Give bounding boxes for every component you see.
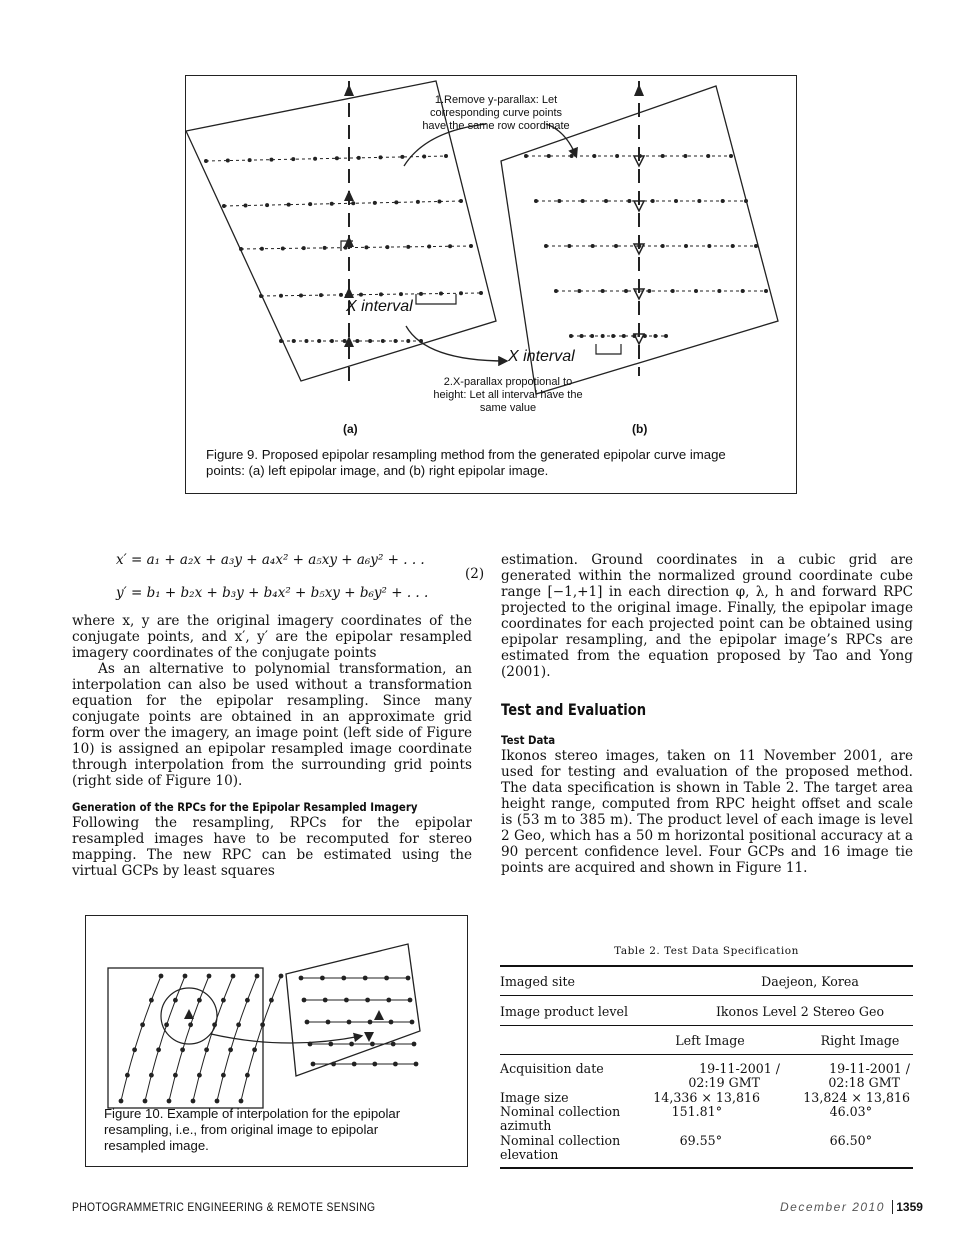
curve-point — [721, 199, 725, 203]
figure-9 — [185, 75, 797, 494]
grid-point — [279, 974, 284, 979]
curve-point — [444, 154, 448, 158]
curve-point — [308, 202, 312, 206]
annotation-line: same value — [479, 402, 537, 414]
triangle-marker — [344, 287, 354, 298]
curve-point — [226, 159, 230, 163]
curve-point — [406, 339, 410, 343]
curve-point — [697, 199, 701, 203]
grid-point — [167, 1099, 172, 1104]
curve-point — [239, 247, 243, 251]
curve-point — [379, 292, 383, 296]
table-rule — [500, 1054, 913, 1055]
curve-point — [339, 293, 343, 297]
grid-point — [368, 1020, 373, 1025]
curve-point — [744, 199, 748, 203]
grid-point — [228, 1047, 233, 1052]
figure-9-caption — [206, 447, 786, 479]
grid-point — [370, 1042, 375, 1047]
curve-point — [419, 292, 423, 296]
table-cell: 19-11-2001 / — [699, 1061, 780, 1076]
grid-point — [311, 1062, 316, 1067]
grid-point — [245, 998, 250, 1003]
curve-point — [222, 204, 226, 208]
grid-point — [140, 1022, 145, 1027]
curve-point — [385, 245, 389, 249]
curve-point — [569, 334, 573, 338]
curve-point — [591, 244, 595, 248]
curve-point — [351, 201, 355, 205]
grid-point — [245, 1073, 250, 1078]
curve-point — [359, 293, 363, 297]
curve-point — [534, 199, 538, 203]
x-interval-label-a: X interval — [346, 298, 413, 315]
grid-point — [149, 1073, 154, 1078]
curve-point — [279, 294, 283, 298]
curve-point — [661, 154, 665, 158]
grid-point — [320, 976, 325, 981]
panel-b-axis-arrow — [634, 84, 644, 96]
grid-point — [269, 998, 274, 1003]
triangle-marker — [364, 1032, 374, 1042]
curve-point — [469, 244, 473, 248]
curve-point — [368, 339, 372, 343]
subheading-test-data: Test Data — [501, 733, 556, 747]
column-header-left: Left Image — [675, 1033, 745, 1048]
grid-point — [255, 974, 260, 979]
curve-point — [281, 246, 285, 250]
curve-point — [567, 244, 571, 248]
grid-point — [384, 976, 389, 981]
equation-line-2: y′ = b₁ + b₂x + b₃y + b₄x² + b₅xy + b₆y² + . . . — [116, 585, 429, 601]
figure-10-caption — [104, 1106, 454, 1154]
table-caption: Table 2. Test Data Specification — [614, 945, 799, 957]
table-row-label: elevation — [500, 1147, 559, 1162]
annotation-line: have the same row coordinate — [422, 120, 570, 132]
curve-point — [343, 339, 347, 343]
curve-point — [557, 199, 561, 203]
table-row-label: Image size — [500, 1090, 569, 1105]
grid-point — [305, 1020, 310, 1025]
grid-point — [204, 1047, 209, 1052]
curve-point — [627, 199, 631, 203]
curve-point — [291, 157, 295, 161]
paragraph: Ikonos stereo images, taken on 11 November 2001, are used for testing and evaluation of the proposed method. The data specification is shown in Table 2. The target area height range, computed from RPC height offset and scale is (53 m to 385 m). The product level of each image is level 2 Geo, which has a 50 m horizontal positional accuracy at a 90 percent confidence level. Four GCPs and 16 image tie points are acquired and shown in Figure 11. — [501, 748, 913, 876]
grid-point — [363, 976, 368, 981]
grid-point — [331, 1062, 336, 1067]
interval-bracket-b — [596, 344, 621, 354]
grid-point — [412, 1042, 417, 1047]
original-grid-curves — [119, 974, 284, 1104]
page-number: 1359 — [892, 1200, 923, 1214]
annotation-line: 1.Remove y-parallax: Let — [434, 94, 558, 106]
curve-point — [313, 157, 317, 161]
grid-point — [183, 974, 188, 979]
figure-9-diagram — [186, 76, 798, 495]
grid-point — [328, 1042, 333, 1047]
curve-point — [694, 289, 698, 293]
curve-point — [381, 339, 385, 343]
grid-point — [132, 1047, 137, 1052]
paragraph: estimation. Ground coordinates in a cubic grid are generated within the normalized ground coordinate cube range [−1,+1] in each direction φ, λ, h and forward RPC projected to the original image. Finally, the epipolar image coordinates for each projected point can be obtained using epipolar resampling, and the epipolar image’s RPCs are estimated from the equation proposed by Tao and Yong (2001). — [501, 552, 913, 680]
paragraph: where x, y are the original imagery coordinates of the conjugate points, and x′, y′ are the epipolar resampled imagery coordinates of the conjugate points — [72, 613, 472, 661]
curve-point — [674, 199, 678, 203]
curve-point — [684, 244, 688, 248]
curve-point — [547, 154, 551, 158]
grid-point — [372, 1062, 377, 1067]
curve-point — [590, 334, 594, 338]
grid-point — [386, 998, 391, 1003]
table-row-value: Ikonos Level 2 Stereo Geo — [715, 1004, 885, 1019]
curve-point — [244, 204, 248, 208]
annotation-line: 2.X-parallax propotional to — [443, 376, 573, 388]
grid-point — [197, 998, 202, 1003]
curve-point — [622, 334, 626, 338]
curve-point — [279, 339, 283, 343]
curve-point — [317, 339, 321, 343]
table-cell: 151.81° — [671, 1104, 722, 1119]
grid-point — [349, 1042, 354, 1047]
table-row-label: Acquisition date — [500, 1061, 604, 1076]
grid-point — [410, 1020, 415, 1025]
curve-point — [653, 334, 657, 338]
section-heading: Test and Evaluation — [501, 700, 647, 719]
x-interval-label-b: X interval — [508, 348, 575, 365]
table-cell: 69.55° — [679, 1133, 722, 1148]
curve-point — [406, 245, 410, 249]
curve-point — [373, 201, 377, 205]
grid-point — [164, 1022, 169, 1027]
panel-a-epipolar-lines — [204, 154, 483, 343]
caption-line: Figure 10. Example of interpolation for the epipolar — [104, 1106, 401, 1121]
grid-point — [215, 1099, 220, 1104]
grid-point — [365, 998, 370, 1003]
equation-line-1: x′ = a₁ + a₂x + a₃y + a₄x² + a₅xy + a₆y² + . . . — [116, 552, 425, 568]
issue-date: December 2010 — [780, 1200, 885, 1214]
panel-b-epipolar-lines — [524, 154, 768, 338]
table-rule — [500, 995, 913, 996]
grid-point — [188, 1022, 193, 1027]
x-parallax-annotation — [408, 376, 608, 415]
curve-point — [260, 247, 264, 251]
column-header-right: Right Image — [820, 1033, 900, 1048]
table-row-label: Imaged site — [500, 974, 576, 989]
curve-point — [364, 245, 368, 249]
grid-point — [119, 1099, 124, 1104]
table-cell: 66.50° — [829, 1133, 872, 1148]
curve-point — [544, 244, 548, 248]
grid-point — [341, 976, 346, 981]
curve-point — [601, 289, 605, 293]
curve-point — [287, 203, 291, 207]
table-bottom-rule — [500, 1167, 913, 1169]
curve-point — [427, 245, 431, 249]
grid-curve — [193, 976, 233, 1101]
grid-point — [231, 974, 236, 979]
curve-point — [448, 244, 452, 248]
curve-point — [731, 244, 735, 248]
table-row-value: Daejeon, Korea — [761, 974, 859, 989]
curve-point — [671, 289, 675, 293]
caption-line: points: (a) left epipolar image, and (b) right epipolar image. — [206, 463, 549, 478]
grid-point — [393, 1062, 398, 1067]
grid-curve — [241, 976, 281, 1101]
curve-point — [330, 202, 334, 206]
paragraph: Following the resampling, RPCs for the epipolar resampled images have to be recomputed for stereo mapping. The new RPC can be estimated using the virtual GCPs by least squares — [72, 815, 472, 879]
page-footer-right — [780, 1200, 923, 1214]
curve-point — [422, 154, 426, 158]
curve-point — [683, 154, 687, 158]
curve-point — [577, 289, 581, 293]
curve-point — [661, 244, 665, 248]
table-row-label: Image product level — [500, 1004, 628, 1019]
left-column — [72, 613, 472, 879]
grid-point — [326, 1020, 331, 1025]
curve-point — [706, 154, 710, 158]
table-top-rule — [500, 965, 913, 967]
grid-point — [302, 998, 307, 1003]
triangle-marker — [344, 190, 354, 201]
grid-point — [221, 998, 226, 1003]
table-row-label: azimuth — [500, 1118, 552, 1133]
grid-point — [143, 1099, 148, 1104]
curve-point — [647, 289, 651, 293]
curve-point — [459, 199, 463, 203]
curve-point — [439, 292, 443, 296]
curve-point — [330, 339, 334, 343]
grid-point — [197, 1073, 202, 1078]
figure-10 — [85, 915, 468, 1167]
curve-point — [741, 289, 745, 293]
curve-point — [400, 155, 404, 159]
grid-point — [352, 1062, 357, 1067]
caption-line: resampling, i.e., from original image to epipolar — [104, 1122, 379, 1137]
grid-point — [156, 1047, 161, 1052]
curve-point — [299, 293, 303, 297]
grid-point — [239, 1099, 244, 1104]
annotation-line: height: Let all interval have the — [433, 389, 583, 401]
grid-point — [406, 976, 411, 981]
curve-point — [764, 289, 768, 293]
grid-point — [344, 998, 349, 1003]
panel-b-label: (b) — [632, 422, 648, 436]
curve-point — [614, 244, 618, 248]
curve-point — [323, 246, 327, 250]
curve-point — [335, 156, 339, 160]
curve-point — [592, 154, 596, 158]
epipolar-line — [241, 246, 471, 249]
curve-point — [459, 291, 463, 295]
curve-point — [717, 289, 721, 293]
curve-point — [611, 334, 615, 338]
grid-point — [408, 998, 413, 1003]
curve-point — [319, 293, 323, 297]
table-cell: 13,824 × 13,816 — [803, 1090, 910, 1105]
grid-point — [236, 1022, 241, 1027]
curve-point — [357, 156, 361, 160]
curve-point — [651, 199, 655, 203]
subheading-rpc-generation: Generation of the RPCs for the Epipolar Resampled Imagery — [72, 800, 418, 814]
grid-curve — [121, 976, 161, 1101]
grid-point — [191, 1099, 196, 1104]
curve-point — [304, 339, 308, 343]
table-cell: 19-11-2001 / — [829, 1061, 910, 1076]
grid-point — [173, 998, 178, 1003]
curve-point — [581, 199, 585, 203]
grid-point — [125, 1073, 130, 1078]
table-cell: 02:19 GMT — [688, 1075, 760, 1090]
curve-point — [204, 159, 208, 163]
curve-point — [416, 200, 420, 204]
curve-point — [269, 158, 273, 162]
table-cell: 14,336 × 13,816 — [653, 1090, 760, 1105]
paragraph: As an alternative to polynomial transformation, an interpolation can also be used without a transformation equation for the epipolar resampling. Since many conjugate points are obtained in an approximate grid form over the imagery, an image point (left side of Figure 10) is assigned an epipolar resampled image coordinate through interpolation from the surrounding grid points (right side of Figure 10). — [72, 661, 472, 789]
curve-point — [399, 292, 403, 296]
curve-point — [265, 203, 269, 207]
original-image-frame — [108, 968, 263, 1108]
curve-point — [624, 289, 628, 293]
curve-point — [437, 199, 441, 203]
panel-a-label: (a) — [343, 422, 358, 436]
grid-point — [180, 1047, 185, 1052]
grid-point — [207, 974, 212, 979]
right-column — [501, 552, 913, 876]
table-cell: 46.03° — [829, 1104, 872, 1119]
grid-point — [252, 1047, 257, 1052]
curve-point — [479, 291, 483, 295]
triangle-marker — [374, 1010, 384, 1020]
curve-point — [259, 294, 263, 298]
curve-point — [604, 199, 608, 203]
table-cell: 02:18 GMT — [828, 1075, 900, 1090]
grid-curve — [169, 976, 209, 1101]
table-row-label: Nominal collection — [500, 1133, 621, 1148]
grid-point — [221, 1073, 226, 1078]
curve-point — [580, 334, 584, 338]
remove-y-parallax-annotation — [386, 94, 606, 133]
triangle-marker — [184, 1009, 194, 1019]
grid-point — [149, 998, 154, 1003]
epipolar-line — [261, 293, 481, 296]
curve-point — [554, 289, 558, 293]
panel-a-axis-arrow — [344, 84, 354, 96]
grid-point — [323, 998, 328, 1003]
epipolar-line — [224, 201, 461, 206]
curve-point — [394, 200, 398, 204]
curve-point — [248, 158, 252, 162]
curve-point — [615, 154, 619, 158]
curve-point — [707, 244, 711, 248]
caption-line: resampled image. — [104, 1138, 209, 1153]
annotation-line: corresponding curve points — [429, 107, 563, 119]
table-2 — [500, 945, 913, 1175]
curve-point — [355, 339, 359, 343]
grid-point — [347, 1020, 352, 1025]
grid-point — [391, 1042, 396, 1047]
grid-curve — [145, 976, 185, 1101]
grid-point — [260, 1022, 265, 1027]
curve-point — [570, 154, 574, 158]
equation-number: (2) — [465, 566, 485, 582]
grid-point — [389, 1020, 394, 1025]
caption-line: Figure 9. Proposed epipolar resampling method from the generated epipolar curve image — [206, 447, 726, 462]
grid-point — [159, 974, 164, 979]
curve-point — [754, 244, 758, 248]
resampled-image-frame — [286, 944, 420, 1076]
curve-point — [302, 246, 306, 250]
curve-point — [601, 334, 605, 338]
table-row-label: Nominal collection — [500, 1104, 621, 1119]
journal-name: PHOTOGRAMMETRIC ENGINEERING & REMOTE SENSING — [72, 1200, 376, 1214]
table-rule — [500, 1025, 913, 1026]
grid-point — [299, 976, 304, 981]
curve-point — [379, 155, 383, 159]
curve-point — [292, 339, 296, 343]
curve-point — [394, 339, 398, 343]
curve-point — [524, 154, 528, 158]
curve-point — [729, 154, 733, 158]
grid-point — [173, 1073, 178, 1078]
curve-point — [664, 334, 668, 338]
grid-point — [414, 1062, 419, 1067]
